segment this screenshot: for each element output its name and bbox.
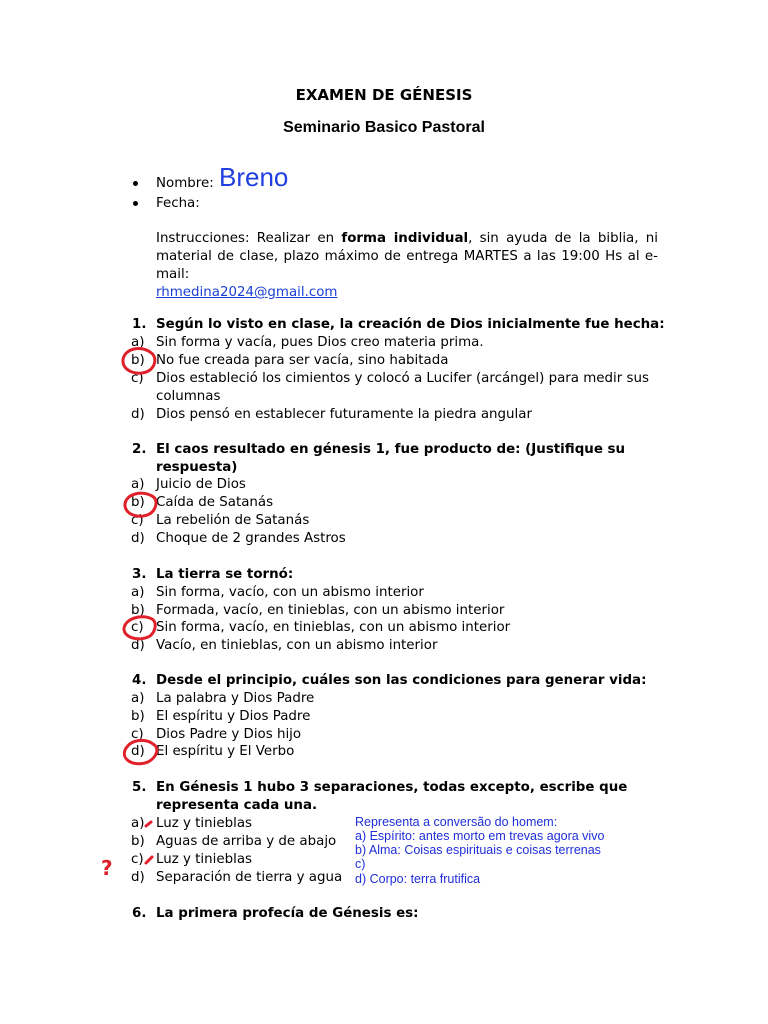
- email-link[interactable]: rhmedina2024@gmail.com: [156, 285, 338, 300]
- name-label: Nombre:: [156, 176, 214, 191]
- question-text-continued: respuesta): [156, 460, 238, 475]
- option-label[interactable]: d): [131, 870, 145, 885]
- question-text: En Génesis 1 hubo 3 separaciones, todas excepto, escribe que: [156, 780, 628, 795]
- annotation-line: b) Alma: Coisas espirituais e coisas terrenas: [355, 843, 601, 857]
- option-label[interactable]: c): [131, 620, 144, 635]
- bullet-icon: [133, 201, 138, 206]
- option-text: Juicio de Dios: [156, 477, 246, 492]
- question-number: 2.: [132, 442, 147, 457]
- annotation-line: Representa a conversão do homem:: [355, 815, 558, 829]
- option-label[interactable]: b): [131, 709, 145, 724]
- option-text: Sin forma y vacía, pues Dios creo materia prima.: [156, 335, 484, 350]
- option-text: Formada, vacío, en tinieblas, con un abismo interior: [156, 603, 505, 618]
- tick-mark: [146, 857, 152, 863]
- question-number: 4.: [132, 673, 147, 688]
- option-text: La palabra y Dios Padre: [156, 691, 315, 706]
- option-label[interactable]: d): [131, 744, 145, 759]
- date-label: Fecha:: [156, 196, 200, 211]
- option-label[interactable]: d): [131, 638, 145, 653]
- instructions-prefix: Instrucciones: Realizar en: [156, 231, 342, 246]
- option-label[interactable]: d): [131, 531, 145, 546]
- option-text: La rebelión de Satanás: [156, 513, 310, 528]
- instructions: [156, 230, 658, 302]
- option-text: El espíritu y El Verbo: [156, 744, 295, 759]
- option-text: Vacío, en tinieblas, con un abismo interior: [156, 638, 438, 653]
- question-number: 3.: [132, 567, 147, 582]
- question-mark-icon: ?: [101, 856, 113, 880]
- option-label[interactable]: a): [131, 477, 145, 492]
- question-text: El caos resultado en génesis 1, fue producto de: (Justifique su: [156, 442, 626, 457]
- option-label[interactable]: b): [131, 495, 145, 510]
- page-title: EXAMEN DE GÉNESIS: [295, 86, 473, 104]
- option-text: Luz y tinieblas: [156, 816, 252, 831]
- instructions-bold: forma individual: [341, 231, 469, 246]
- option-label[interactable]: a): [131, 585, 145, 600]
- option-text: Luz y tinieblas: [156, 852, 252, 867]
- option-text: Choque de 2 grandes Astros: [156, 531, 346, 546]
- option-text: Dios Padre y Dios hijo: [156, 727, 302, 742]
- annotation-line: c): [355, 857, 366, 871]
- question-text: La primera profecía de Génesis es:: [156, 906, 419, 921]
- option-text: Caída de Satanás: [156, 495, 274, 510]
- option-text: No fue creada para ser vacía, sino habitada: [156, 353, 449, 368]
- option-label[interactable]: c): [131, 852, 144, 867]
- page-subtitle: Seminario Basico Pastoral: [283, 119, 485, 136]
- question-text: Desde el principio, cuáles son las condiciones para generar vida:: [156, 673, 647, 688]
- tick-mark: [146, 822, 151, 826]
- option-label[interactable]: c): [131, 727, 144, 742]
- option-text: Separación de tierra y agua: [156, 870, 343, 885]
- name-value[interactable]: Breno: [219, 162, 289, 192]
- option-label[interactable]: a): [131, 691, 145, 706]
- option-label[interactable]: b): [131, 353, 145, 368]
- instructions-suffix: , sin ayuda de la biblia, ni material de clase, plazo máximo de entrega MARTES a las 19:00 Hs al e-mail:: [156, 231, 659, 282]
- option-text: Dios pensó en establecer futuramente la piedra angular: [156, 407, 532, 422]
- question-text: Según lo visto en clase, la creación de Dios inicialmente fue hecha:: [156, 317, 665, 332]
- option-label[interactable]: d): [131, 407, 145, 422]
- option-label[interactable]: a): [131, 335, 145, 350]
- question-number: 6.: [132, 906, 147, 921]
- option-text: Sin forma, vacío, en tinieblas, con un abismo interior: [156, 620, 511, 635]
- option-text: Dios estableció los cimientos y colocó a Lucifer (arcángel) para medir sus: [156, 371, 649, 386]
- option-label[interactable]: b): [131, 603, 145, 618]
- option-text: Aguas de arriba y de abajo: [156, 834, 337, 849]
- option-text: Sin forma, vacío, con un abismo interior: [156, 585, 424, 600]
- annotation-line: d) Corpo: terra frutifica: [355, 872, 481, 886]
- option-label[interactable]: b): [131, 834, 145, 849]
- question-text: La tierra se tornó:: [156, 567, 294, 582]
- question-number: 5.: [132, 780, 147, 795]
- option-label[interactable]: a): [131, 816, 145, 831]
- question-text-continued: representa cada una.: [156, 798, 318, 813]
- bullet-icon: [133, 181, 138, 186]
- option-label[interactable]: c): [131, 371, 144, 386]
- annotation-line: a) Espírito: antes morto em trevas agora vivo: [355, 829, 605, 843]
- option-text: El espíritu y Dios Padre: [156, 709, 311, 724]
- question-number: 1.: [132, 317, 147, 332]
- option-text-continued: columnas: [156, 389, 221, 404]
- option-label[interactable]: c): [131, 513, 144, 528]
